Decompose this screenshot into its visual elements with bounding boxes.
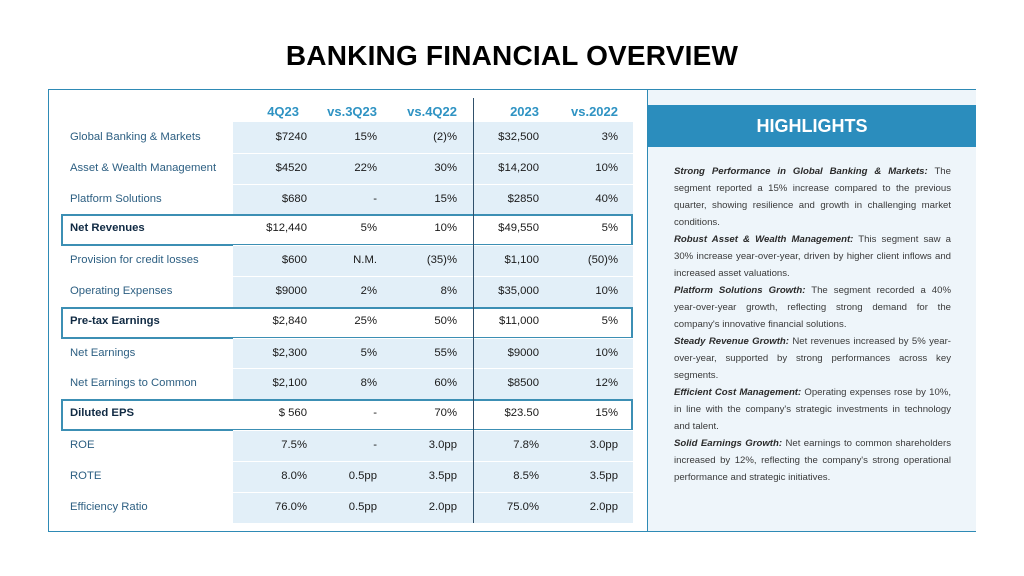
row-label: ROTE	[70, 469, 102, 482]
table-row	[61, 339, 633, 369]
highlight-body: Net earnings to common shareholders increased by 12%, reflecting the company's strong operational performance and strategic initiatives.	[674, 438, 951, 483]
table-cell: $600	[281, 254, 307, 267]
row-label: Operating Expenses	[70, 285, 173, 297]
table-row	[61, 185, 633, 215]
table-cell: 76.0%	[274, 500, 307, 513]
highlights-text	[674, 163, 951, 486]
overview-frame	[48, 89, 976, 532]
table-cell: 70%	[434, 407, 457, 420]
table-cell: 40%	[595, 192, 618, 205]
table-cell: 25%	[354, 314, 377, 327]
column-header-vs4q22: vs.4Q22	[407, 104, 457, 119]
table-cell: (2)%	[433, 131, 457, 143]
table-cell: N.M.	[353, 254, 377, 267]
highlight-heading: Solid Earnings Growth:	[674, 438, 783, 449]
table-cell: 3.0pp	[589, 439, 618, 451]
table-cell: 3.0pp	[428, 439, 457, 451]
row-label: Net Earnings to Common	[70, 377, 197, 390]
highlights-title: HIGHLIGHTS	[648, 105, 976, 147]
table-cell: 10%	[595, 346, 618, 359]
highlight-item	[674, 163, 951, 231]
table-cell: $2,100	[272, 377, 307, 390]
table-cell: 8.0%	[281, 469, 307, 482]
page-title: BANKING FINANCIAL OVERVIEW	[285, 40, 739, 71]
highlight-body: This segment saw a 30% increase year-over-year, driven by higher client inflows and increased asset valuations.	[674, 234, 952, 279]
table-cell: 30%	[434, 161, 457, 174]
table-cell: $2,300	[272, 346, 307, 359]
table-cell: 50%	[434, 314, 457, 327]
table-cell: $4520	[275, 161, 307, 174]
highlight-heading: Steady Revenue Growth:	[674, 336, 789, 347]
row-label: Platform Solutions	[70, 192, 162, 205]
table-cell: 10%	[595, 285, 618, 297]
table-cell: $2,840	[272, 314, 307, 327]
table-cell: $680	[281, 192, 307, 205]
table-cell: 15%	[595, 407, 618, 420]
table-cell: $ 560	[278, 407, 307, 420]
table-cell: $23.50	[504, 407, 539, 420]
table-cell: $11,000	[499, 314, 539, 327]
highlight-item	[674, 282, 951, 333]
table-cell: $49,550	[498, 222, 539, 235]
column-header-4q23: 4Q23	[267, 104, 299, 119]
row-label: Pre-tax Earnings	[70, 314, 160, 327]
table-cell: 10%	[595, 161, 618, 174]
table-cell: (35)%	[426, 254, 457, 267]
financial-table	[49, 90, 647, 531]
table-cell: 8%	[360, 377, 377, 390]
table-cell: 12%	[595, 377, 618, 390]
table-cell: 7.8%	[513, 439, 539, 451]
highlight-heading: Robust Asset & Wealth Management:	[674, 234, 854, 245]
table-row	[61, 369, 633, 399]
table-row	[61, 214, 633, 246]
table-cell: $12,440	[266, 222, 307, 235]
table-cell: $8500	[507, 377, 539, 390]
highlight-item	[674, 435, 951, 486]
table-cell: $35,000	[498, 285, 539, 297]
highlight-heading: Strong Performance in Global Banking & Markets:	[674, 166, 928, 177]
table-cell: -	[373, 192, 377, 205]
table-cell: 8.5%	[513, 469, 539, 482]
table-row	[61, 123, 633, 153]
table-cell: 3.5pp	[428, 469, 457, 482]
row-label: Asset & Wealth Management	[70, 161, 217, 174]
highlight-body: The segment recorded a 40% year-over-year growth, reflecting strong demand for the company's innovative financial solutions.	[674, 285, 951, 330]
highlight-body: Operating expenses rose by 10%, in line with the company's strategic investments in technology and talent.	[674, 387, 951, 432]
table-cell: 3%	[601, 131, 618, 143]
row-label: Net Revenues	[70, 222, 145, 235]
table-cell: 8%	[440, 285, 457, 297]
table-cell: 0.5pp	[348, 469, 377, 482]
table-row	[61, 493, 633, 523]
column-header-2023: 2023	[510, 104, 539, 119]
highlight-body: Net revenues increased by 5% year-over-year, supported by strong performances across key segments.	[674, 336, 951, 381]
table-cell: 15%	[354, 131, 377, 143]
highlights-panel	[647, 90, 976, 531]
table-cell: 2.0pp	[428, 500, 457, 513]
column-divider	[473, 98, 474, 523]
row-label: Diluted EPS	[70, 407, 135, 420]
table-cell: 5%	[360, 222, 377, 235]
table-row	[61, 431, 633, 461]
column-header-vs2022: vs.2022	[571, 104, 618, 119]
table-cell: 2%	[360, 285, 377, 297]
highlight-heading: Platform Solutions Growth:	[674, 285, 806, 296]
table-cell: $9000	[507, 346, 539, 359]
table-cell: 10%	[434, 222, 457, 235]
table-cell: 3.5pp	[589, 469, 618, 482]
table-cell: 5%	[360, 346, 377, 359]
highlight-item	[674, 333, 951, 384]
table-row	[61, 399, 633, 431]
row-label: ROE	[70, 439, 95, 451]
table-cell: 55%	[434, 346, 457, 359]
row-label: Net Earnings	[70, 346, 136, 359]
table-row	[61, 462, 633, 492]
row-label: Provision for credit losses	[70, 254, 199, 267]
row-label: Efficiency Ratio	[70, 500, 148, 513]
column-header-vs3q23: vs.3Q23	[327, 104, 377, 119]
table-cell: (50)%	[587, 254, 618, 267]
table-cell: $14,200	[498, 161, 539, 174]
table-cell: -	[373, 439, 377, 451]
table-cell: 5%	[601, 222, 618, 235]
table-row	[61, 246, 633, 276]
table-cell: $9000	[275, 285, 307, 297]
table-cell: 15%	[434, 192, 457, 205]
table-cell: 22%	[354, 161, 377, 174]
table-row	[61, 277, 633, 307]
table-cell: 75.0%	[506, 500, 539, 513]
table-cell: 7.5%	[281, 439, 307, 451]
table-cell: 5%	[601, 314, 618, 327]
table-cell: 2.0pp	[589, 500, 618, 513]
table-row	[61, 154, 633, 184]
table-cell: $1,100	[504, 254, 539, 267]
table-cell: 60%	[434, 377, 457, 390]
table-cell: $32,500	[498, 131, 539, 143]
table-cell: $7240	[275, 131, 307, 143]
row-label: Global Banking & Markets	[70, 131, 201, 143]
highlight-heading: Efficient Cost Management:	[674, 387, 802, 398]
highlight-body: The segment reported a 15% increase compared to the previous quarter, showing resilience and growth in challenging market conditions.	[674, 166, 951, 228]
highlight-item	[674, 384, 951, 435]
table-cell: $2850	[507, 192, 539, 205]
highlight-item	[674, 231, 951, 282]
table-cell: -	[373, 407, 377, 420]
table-cell: 0.5pp	[348, 500, 377, 513]
table-row	[61, 307, 633, 339]
